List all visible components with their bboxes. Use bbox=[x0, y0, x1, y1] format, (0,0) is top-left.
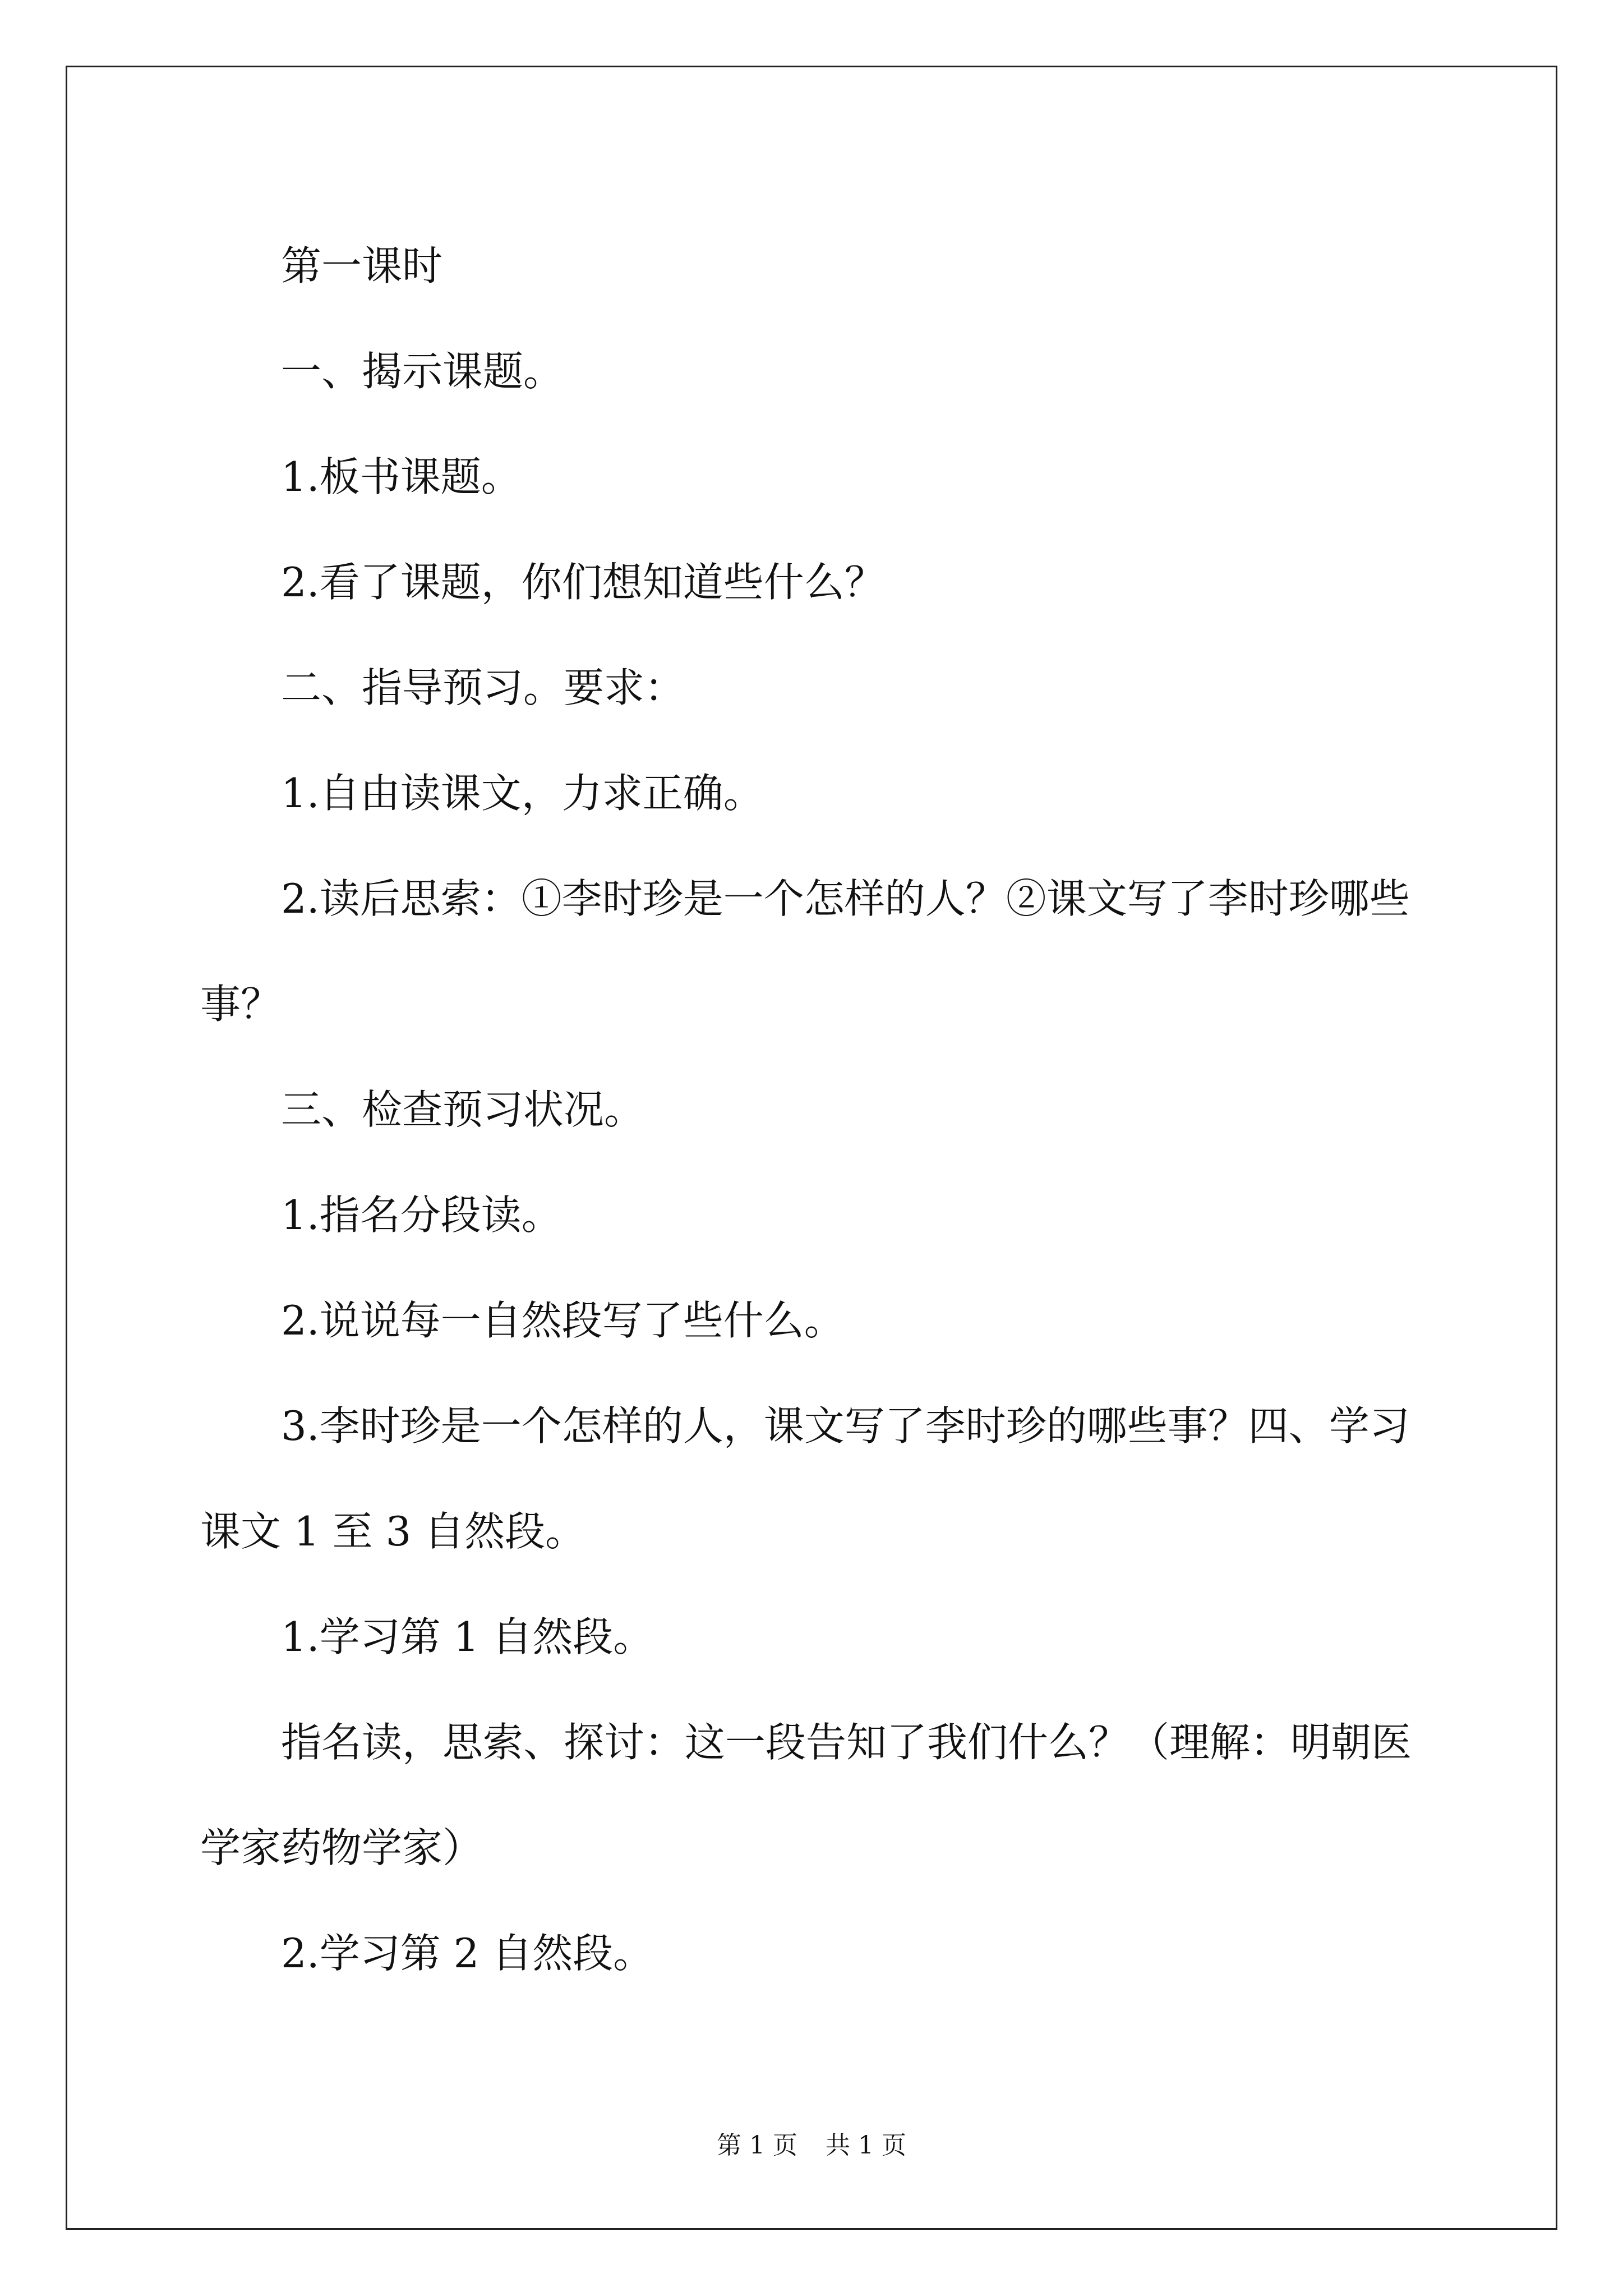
list-item: 2.说说每一自然段写了些什么。 bbox=[281, 1297, 845, 1344]
page-number-current: 第 1 页 bbox=[717, 2131, 797, 2160]
section-heading: 一、揭示课题。 bbox=[281, 348, 564, 395]
page-footer bbox=[0, 2129, 1623, 2162]
list-item: 2.看了课题，你们想知道些什么？ bbox=[281, 559, 885, 606]
list-item: 1.指名分段读。 bbox=[281, 1191, 562, 1239]
list-item: 3.李时珍是一个怎样的人，课文写了李时珍的哪些事？四、学习课文 1 至 3 自然段。 bbox=[200, 1402, 1410, 1555]
list-item: 2.读后思索：①李时珍是一个怎样的人？②课文写了李时珍哪些事？ bbox=[200, 875, 1410, 1028]
section-heading: 二、指导预习。要求： bbox=[281, 664, 685, 711]
body-paragraph: 指名读，思索、探讨：这一段告知了我们什么？（理解：明朝医学家药物学家） bbox=[200, 1719, 1412, 1871]
list-item: 1.学习第 1 自然段。 bbox=[281, 1613, 654, 1660]
section-heading: 三、检查预习状况。 bbox=[281, 1086, 645, 1133]
document-body bbox=[200, 213, 1440, 2006]
list-item: 1.自由读课文，力求正确。 bbox=[281, 770, 764, 817]
page-number-total: 共 1 页 bbox=[826, 2131, 906, 2160]
list-item: 1.板书课题。 bbox=[281, 453, 522, 500]
lesson-heading: 第一课时 bbox=[281, 242, 443, 289]
list-item: 2.学习第 2 自然段。 bbox=[281, 1930, 654, 1977]
